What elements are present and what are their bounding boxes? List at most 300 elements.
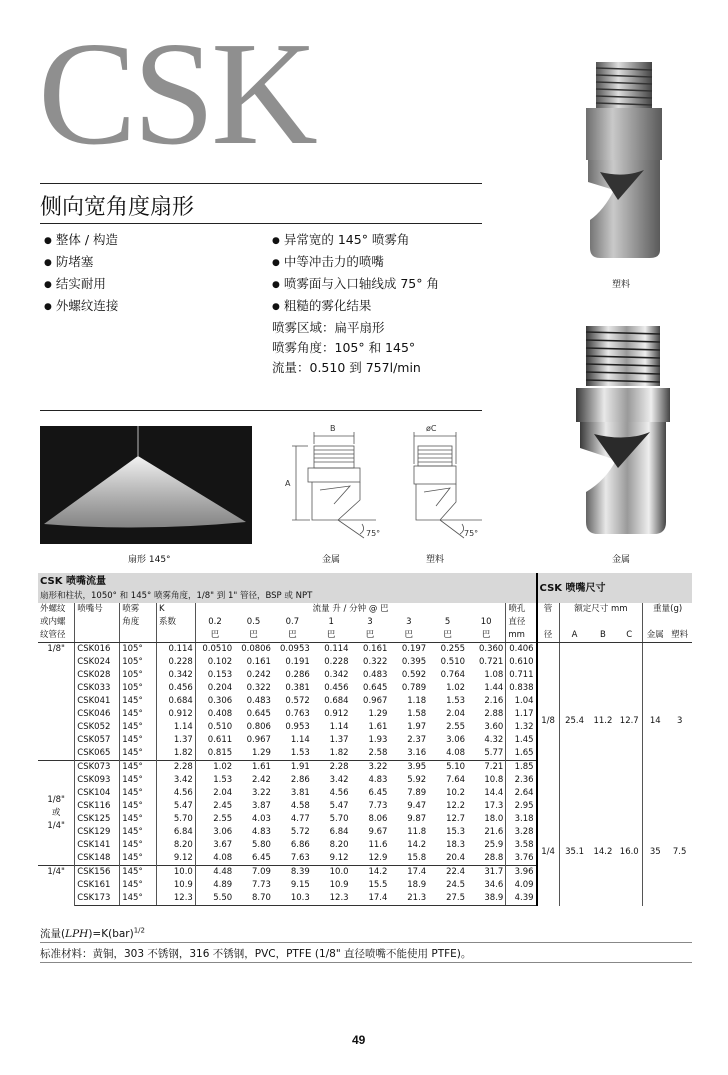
materials-note: 标准材料：黄铜，303 不锈钢，316 不锈钢，PVC，PTFE (1/8" 直径喷嘴不能使用 PTFE)。 xyxy=(40,948,472,960)
flow-cell: 0.360 xyxy=(467,643,506,657)
title-divider xyxy=(40,183,482,184)
formula-mid: )=K(bar) xyxy=(88,928,134,940)
size-c-cell: 12.7 xyxy=(616,643,643,801)
col-header-orifice: 喷孔 xyxy=(506,603,537,616)
flow-cell: 7.63 xyxy=(290,853,310,863)
tip-number-cell: CSK173 xyxy=(75,892,120,906)
formula-divider xyxy=(40,942,692,943)
pipe-size-line: 或 xyxy=(51,807,61,818)
tip-number-cell: CSK093 xyxy=(75,774,120,787)
flow-cell: 12.2 xyxy=(446,801,466,811)
col-header-angle: 喷雾 xyxy=(120,603,157,616)
k-factor-cell: 5.70 xyxy=(157,813,196,826)
col-header-bar: 巴 xyxy=(273,629,312,643)
flow-cell: 0.510 xyxy=(207,722,233,732)
flow-cell: 8.06 xyxy=(368,814,388,824)
plastic-photo-caption: 塑料 xyxy=(612,280,631,290)
col-header-pressure: 5 xyxy=(444,617,451,627)
tip-number-cell: CSK033 xyxy=(75,682,120,695)
spray-angle-cell: 145° xyxy=(120,708,157,721)
col-header-dim-a: A xyxy=(559,629,590,643)
orifice-cell: 1.85 xyxy=(506,761,537,775)
flow-cell: 3.95 xyxy=(389,761,428,775)
flow-cell: 4.83 xyxy=(252,827,271,837)
flow-cell: 1.18 xyxy=(407,696,427,706)
flow-cell: 1.44 xyxy=(467,682,506,695)
flow-cell: 0.684 xyxy=(324,696,349,706)
flow-cell: 2.55 xyxy=(213,814,233,824)
flow-cell: 0.322 xyxy=(246,683,271,693)
flow-table-subtitle: 扇形和柱状，1050° 和 145° 喷雾角度，1/8" 到 1" 管径，BSP 或 NPT xyxy=(38,589,537,603)
col-header-dim-c: C xyxy=(616,629,643,643)
flow-cell: 1.61 xyxy=(234,761,273,775)
col-header-weight-metal: 金属 xyxy=(643,629,668,643)
feature-item: ● 中等冲击力的喷嘴 xyxy=(272,252,439,274)
flow-cell: 0.0953 xyxy=(280,644,310,654)
flow-cell: 27.5 xyxy=(428,892,467,906)
feature-item: ● 整体 / 构造 xyxy=(44,230,118,252)
spray-angle-cell: 145° xyxy=(120,695,157,708)
flow-cell: 0.306 xyxy=(207,696,233,706)
k-factor-cell: 1.14 xyxy=(157,721,196,734)
orifice-cell: 2.95 xyxy=(506,800,537,813)
size-plastic-cell: 3 xyxy=(676,716,683,726)
spray-angle-cell: 145° xyxy=(120,879,157,892)
size-table-title: CSK 喷嘴尺寸 xyxy=(537,573,692,603)
flow-cell: 1.29 xyxy=(368,709,388,719)
flow-cell: 1.02 xyxy=(195,761,234,775)
flow-cell: 1.53 xyxy=(290,748,310,758)
spray-angle-cell: 145° xyxy=(120,721,157,734)
flow-cell: 18.3 xyxy=(446,840,466,850)
flow-cell: 0.228 xyxy=(324,657,349,667)
size-pipe-cell: 1/8 xyxy=(537,643,559,801)
flow-cell: 2.42 xyxy=(252,775,271,785)
k-factor-cell: 12.3 xyxy=(157,892,196,906)
col-header-k: 系数 xyxy=(157,616,196,629)
features-divider xyxy=(40,410,482,411)
col-header-k: K xyxy=(157,603,196,616)
col-header-pressure: 3 xyxy=(406,617,412,627)
flow-cell: 10.8 xyxy=(467,774,506,787)
orifice-cell: 1.04 xyxy=(506,695,537,708)
orifice-cell: 4.09 xyxy=(506,879,537,892)
flow-cell: 4.58 xyxy=(290,801,310,811)
feature-item: ● 结实耐用 xyxy=(44,274,118,296)
orifice-cell: 1.45 xyxy=(506,734,537,747)
flow-cell: 18.0 xyxy=(467,813,506,826)
tip-number-cell: CSK073 xyxy=(75,761,120,775)
flow-cell: 7.21 xyxy=(467,761,506,775)
spec-item: 流量：0.510 到 757l/min xyxy=(272,360,421,375)
flow-cell: 1.61 xyxy=(368,722,388,732)
col-header-bar: 巴 xyxy=(467,629,506,643)
flow-cell: 0.815 xyxy=(207,748,233,758)
flow-cell: 1.97 xyxy=(407,722,427,732)
flow-cell: 9.15 xyxy=(290,880,310,890)
flow-cell: 6.45 xyxy=(368,788,388,798)
tip-number-cell: CSK065 xyxy=(75,747,120,761)
flow-cell: 0.953 xyxy=(285,722,310,732)
flow-cell: 17.4 xyxy=(389,866,428,880)
flow-cell: 21.3 xyxy=(389,892,428,906)
col-header-pipe: 径 xyxy=(537,629,559,643)
flow-cell: 31.7 xyxy=(467,866,506,880)
flow-cell: 4.08 xyxy=(213,853,233,863)
flow-cell: 8.39 xyxy=(273,866,312,880)
flow-and-size-table xyxy=(38,573,692,906)
size-a-cell: 35.1 xyxy=(565,847,585,858)
flow-cell: 7.64 xyxy=(446,775,466,785)
orifice-cell: 2.36 xyxy=(506,774,537,787)
flow-cell: 6.86 xyxy=(290,840,310,850)
tip-number-cell: CSK141 xyxy=(75,839,120,852)
col-header-thread: 纹管径 xyxy=(38,629,75,643)
flow-cell: 1.08 xyxy=(467,669,506,682)
flow-cell: 5.72 xyxy=(290,827,310,837)
feature-item: ● 防堵塞 xyxy=(44,252,118,274)
data-table xyxy=(38,573,692,906)
col-header-flow: 流量 升 / 分钟 @ 巴 xyxy=(195,603,506,616)
flow-cell: 5.10 xyxy=(428,761,467,775)
flow-cell: 2.86 xyxy=(290,775,310,785)
k-factor-cell: 9.12 xyxy=(157,852,196,866)
dimension-a-label: A xyxy=(285,479,291,488)
tip-number-cell: CSK104 xyxy=(75,787,120,800)
col-header-orifice: 直径 xyxy=(506,616,537,629)
size-a-cell: 25.4 xyxy=(565,716,585,726)
pipe-size-line: 1/8" xyxy=(47,794,65,805)
flow-cell: 7.89 xyxy=(407,788,427,798)
flow-table-title: CSK 喷嘴流量 xyxy=(38,573,537,589)
size-c-cell: 16.0 xyxy=(616,800,643,906)
flow-cell: 3.16 xyxy=(407,748,427,758)
flow-cell: 14.4 xyxy=(467,787,506,800)
flow-cell: 0.806 xyxy=(246,722,271,732)
flow-cell: 15.3 xyxy=(446,827,466,837)
flow-cell: 2.28 xyxy=(312,761,351,775)
flow-cell: 0.395 xyxy=(401,657,427,667)
flow-cell: 0.191 xyxy=(285,657,310,667)
flow-cell: 0.967 xyxy=(363,696,388,706)
flow-cell: 3.22 xyxy=(252,788,271,798)
orifice-cell: 0.838 xyxy=(506,682,537,695)
col-header-bar: 巴 xyxy=(428,629,467,643)
flow-cell: 0.381 xyxy=(285,683,310,693)
spray-angle-cell: 145° xyxy=(120,826,157,839)
flow-cell: 4.32 xyxy=(467,734,506,747)
flow-cell: 28.8 xyxy=(467,852,506,866)
k-factor-cell: 2.28 xyxy=(157,761,196,775)
flow-cell: 4.48 xyxy=(195,866,234,880)
col-header-bar: 巴 xyxy=(312,629,351,643)
metal-nozzle-drawing xyxy=(268,420,408,548)
flow-cell: 1.82 xyxy=(329,748,349,758)
page-subtitle: 侧向宽角度扇形 xyxy=(40,195,195,220)
spray-angle-cell: 145° xyxy=(120,734,157,747)
flow-cell: 2.58 xyxy=(368,748,388,758)
flow-cell: 5.92 xyxy=(407,775,427,785)
k-factor-cell: 0.114 xyxy=(157,643,196,657)
flow-cell: 3.81 xyxy=(290,788,310,798)
feature-item: ● 异常宽的 145° 喷雾角 xyxy=(272,230,439,252)
materials-divider xyxy=(40,962,692,963)
spec-item: 喷雾角度：105° 和 145° xyxy=(272,340,416,355)
flow-cell: 0.592 xyxy=(401,670,427,680)
flow-cell: 0.114 xyxy=(324,644,349,654)
spray-angle-cell: 145° xyxy=(120,892,157,906)
k-factor-cell: 10.0 xyxy=(157,866,196,880)
flow-cell: 0.102 xyxy=(207,657,233,667)
orifice-cell: 1.65 xyxy=(506,747,537,761)
orifice-cell: 0.406 xyxy=(506,643,537,657)
plastic-nozzle-drawing xyxy=(404,420,494,548)
flow-cell: 3.22 xyxy=(351,761,390,775)
col-header-weight-plastic: 塑料 xyxy=(667,629,692,643)
flow-cell: 0.789 xyxy=(401,683,427,693)
flow-cell: 6.45 xyxy=(252,853,271,863)
col-header-bar: 巴 xyxy=(351,629,390,643)
orifice-cell: 3.28 xyxy=(506,826,537,839)
flow-cell: 12.3 xyxy=(312,892,351,906)
flow-cell: 0.161 xyxy=(363,644,388,654)
flow-formula xyxy=(40,926,145,941)
flow-cell: 9.87 xyxy=(407,814,427,824)
spray-angle-cell: 145° xyxy=(120,866,157,880)
orifice-cell: 2.64 xyxy=(506,787,537,800)
col-header-pressure: 3 xyxy=(367,617,373,627)
col-header-pipe: 管 xyxy=(537,603,559,616)
flow-cell: 1.53 xyxy=(213,775,233,785)
col-header-thread: 或内螺 xyxy=(38,616,75,629)
flow-cell: 1.53 xyxy=(446,696,466,706)
size-metal-cell: 14 xyxy=(649,716,661,726)
flow-cell: 0.645 xyxy=(246,709,271,719)
flow-cell: 7.73 xyxy=(368,801,388,811)
subtitle-divider xyxy=(40,223,482,224)
k-factor-cell: 1.82 xyxy=(157,747,196,761)
flow-cell: 17.4 xyxy=(351,892,390,906)
k-factor-cell: 4.56 xyxy=(157,787,196,800)
col-header-pressure: 0.5 xyxy=(246,617,261,627)
spray-fan-graphic xyxy=(40,426,252,544)
spray-angle-cell: 145° xyxy=(120,813,157,826)
flow-cell: 18.9 xyxy=(407,880,427,890)
formula-exponent: 1/2 xyxy=(133,926,145,935)
flow-cell: 7.09 xyxy=(234,866,273,880)
flow-cell: 0.408 xyxy=(207,709,233,719)
tip-number-cell: CSK052 xyxy=(75,721,120,734)
k-factor-cell: 3.42 xyxy=(157,774,196,787)
flow-cell: 5.77 xyxy=(467,747,506,761)
flow-cell: 0.204 xyxy=(207,683,233,693)
flow-cell: 5.47 xyxy=(329,801,349,811)
flow-cell: 8.70 xyxy=(234,892,273,906)
flow-cell: 0.967 xyxy=(246,735,271,745)
flow-cell: 12.7 xyxy=(446,814,466,824)
spray-angle-cell: 145° xyxy=(120,800,157,813)
col-header-bar: 巴 xyxy=(234,629,273,643)
flow-cell: 0.483 xyxy=(363,670,388,680)
spray-angle-cell: 145° xyxy=(120,787,157,800)
flow-cell: 15.8 xyxy=(407,853,427,863)
k-factor-cell: 5.47 xyxy=(157,800,196,813)
k-factor-cell: 10.9 xyxy=(157,879,196,892)
orifice-cell: 3.76 xyxy=(506,852,537,866)
flow-cell: 4.83 xyxy=(368,775,388,785)
flow-cell: 1.02 xyxy=(446,683,466,693)
flow-cell: 2.04 xyxy=(213,788,233,798)
orifice-cell: 3.58 xyxy=(506,839,537,852)
flow-cell: 1.58 xyxy=(407,709,427,719)
flow-cell: 0.572 xyxy=(285,696,310,706)
flow-cell: 1.91 xyxy=(273,761,312,775)
spray-angle-cell: 145° xyxy=(120,774,157,787)
flow-cell: 3.87 xyxy=(252,801,271,811)
size-plastic-cell: 7.5 xyxy=(672,847,687,858)
flow-cell: 24.5 xyxy=(446,880,466,890)
flow-cell: 15.5 xyxy=(368,880,388,890)
tip-number-cell: CSK028 xyxy=(75,669,120,682)
flow-cell: 14.2 xyxy=(407,840,427,850)
flow-cell: 0.763 xyxy=(285,709,310,719)
spray-angle-cell: 145° xyxy=(120,747,157,761)
flow-cell: 11.6 xyxy=(368,840,388,850)
k-factor-cell: 8.20 xyxy=(157,839,196,852)
tip-number-cell: CSK156 xyxy=(75,866,120,880)
dimension-b-label: B xyxy=(330,424,336,433)
flow-cell: 0.912 xyxy=(324,709,349,719)
metal-drawing-caption: 金属 xyxy=(322,555,341,565)
angle-label: 75° xyxy=(464,529,479,538)
flow-cell: 2.16 xyxy=(467,695,506,708)
tip-number-cell: CSK046 xyxy=(75,708,120,721)
tip-number-cell: CSK024 xyxy=(75,656,120,669)
flow-cell: 10.0 xyxy=(312,866,351,880)
flow-cell: 1.37 xyxy=(329,735,349,745)
k-factor-cell: 6.84 xyxy=(157,826,196,839)
col-header-pressure: 10 xyxy=(467,616,506,629)
k-factor-cell: 0.456 xyxy=(157,682,196,695)
orifice-cell: 3.96 xyxy=(506,866,537,880)
spray-angle-cell: 145° xyxy=(120,761,157,775)
orifice-cell: 0.711 xyxy=(506,669,537,682)
orifice-cell: 1.32 xyxy=(506,721,537,734)
flow-cell: 4.03 xyxy=(252,814,271,824)
flow-cell: 7.73 xyxy=(252,880,271,890)
flow-cell: 0.286 xyxy=(285,670,310,680)
flow-cell: 9.12 xyxy=(329,853,349,863)
flow-cell: 5.80 xyxy=(252,840,271,850)
flow-cell: 1.29 xyxy=(252,748,271,758)
flow-cell: 6.84 xyxy=(329,827,349,837)
col-header-bar: 巴 xyxy=(389,629,428,643)
flow-cell: 0.255 xyxy=(440,644,466,654)
orifice-cell: 1.17 xyxy=(506,708,537,721)
flow-cell: 2.37 xyxy=(407,735,427,745)
orifice-cell: 0.610 xyxy=(506,656,537,669)
flow-cell: 0.161 xyxy=(246,657,271,667)
flow-cell: 11.8 xyxy=(407,827,427,837)
flow-cell: 9.47 xyxy=(407,801,427,811)
pipe-size-cell: 1/4" xyxy=(38,866,75,906)
flow-cell: 25.9 xyxy=(467,839,506,852)
col-header-thread: 外螺纹 xyxy=(38,603,75,616)
flow-cell: 1.14 xyxy=(329,722,349,732)
flow-cell: 2.04 xyxy=(446,709,466,719)
col-header-tip: 喷嘴号 xyxy=(75,603,120,616)
flow-cell: 4.08 xyxy=(446,748,466,758)
plastic-nozzle-photo xyxy=(574,60,674,260)
flow-cell: 0.456 xyxy=(324,683,349,693)
spray-angle-cell: 145° xyxy=(120,852,157,866)
flow-cell: 38.9 xyxy=(467,892,506,906)
feature-item: ● 喷雾面与入口轴线成 75° 角 xyxy=(272,274,439,296)
col-header-weight: 重量(g) xyxy=(653,604,683,614)
spec-item: 喷雾区域：扁平扇形 xyxy=(272,320,385,335)
flow-cell: 3.06 xyxy=(213,827,233,837)
features-left xyxy=(44,230,118,318)
feature-item: ● 外螺纹连接 xyxy=(44,296,118,318)
flow-cell: 5.70 xyxy=(329,814,349,824)
pipe-size-line: 1/4" xyxy=(47,820,65,831)
flow-cell: 10.2 xyxy=(446,788,466,798)
col-header-orifice: mm xyxy=(506,629,537,643)
pipe-size-cell xyxy=(38,761,75,866)
features-right xyxy=(272,230,439,378)
flow-cell: 0.764 xyxy=(440,670,466,680)
tip-number-cell: CSK161 xyxy=(75,879,120,892)
flow-cell: 2.45 xyxy=(213,801,233,811)
col-header-dims: 额定尺寸 mm xyxy=(559,603,643,616)
plastic-drawing-caption: 塑料 xyxy=(426,555,445,565)
flow-cell: 3.42 xyxy=(329,775,349,785)
flow-cell: 0.197 xyxy=(401,644,427,654)
tip-number-cell: CSK041 xyxy=(75,695,120,708)
formula-prefix: 流量( xyxy=(40,928,66,940)
flow-cell: 9.67 xyxy=(368,827,388,837)
size-b-cell: 14.2 xyxy=(593,847,613,858)
flow-cell: 10.3 xyxy=(273,892,312,906)
tip-number-cell: CSK116 xyxy=(75,800,120,813)
dimension-c-label: øC xyxy=(426,424,437,433)
angle-label: 75° xyxy=(366,529,381,538)
tip-number-cell: CSK016 xyxy=(75,643,120,657)
tip-number-cell: CSK057 xyxy=(75,734,120,747)
flow-cell: 0.153 xyxy=(207,670,233,680)
flow-cell: 2.88 xyxy=(467,708,506,721)
size-metal-cell: 35 xyxy=(649,847,661,858)
col-header-pressure: 1 xyxy=(328,617,334,627)
flow-cell: 10.9 xyxy=(329,880,349,890)
flow-cell: 21.6 xyxy=(467,826,506,839)
flow-cell: 0.483 xyxy=(246,696,271,706)
flow-cell: 0.322 xyxy=(363,657,388,667)
col-header-pressure: 0.7 xyxy=(285,617,300,627)
formula-variable: LPH xyxy=(65,928,89,940)
flow-cell: 0.611 xyxy=(207,735,233,745)
metal-photo-caption: 金属 xyxy=(612,555,631,565)
spray-angle-cell: 145° xyxy=(120,839,157,852)
k-factor-cell: 1.37 xyxy=(157,734,196,747)
flow-cell: 0.0806 xyxy=(241,644,271,654)
size-b-cell: 11.2 xyxy=(593,716,613,726)
flow-cell: 22.4 xyxy=(428,866,467,880)
spray-angle-cell: 105° xyxy=(120,643,157,657)
flow-cell: 0.721 xyxy=(467,656,506,669)
flow-cell: 3.67 xyxy=(213,840,233,850)
flow-cell: 20.4 xyxy=(446,853,466,863)
